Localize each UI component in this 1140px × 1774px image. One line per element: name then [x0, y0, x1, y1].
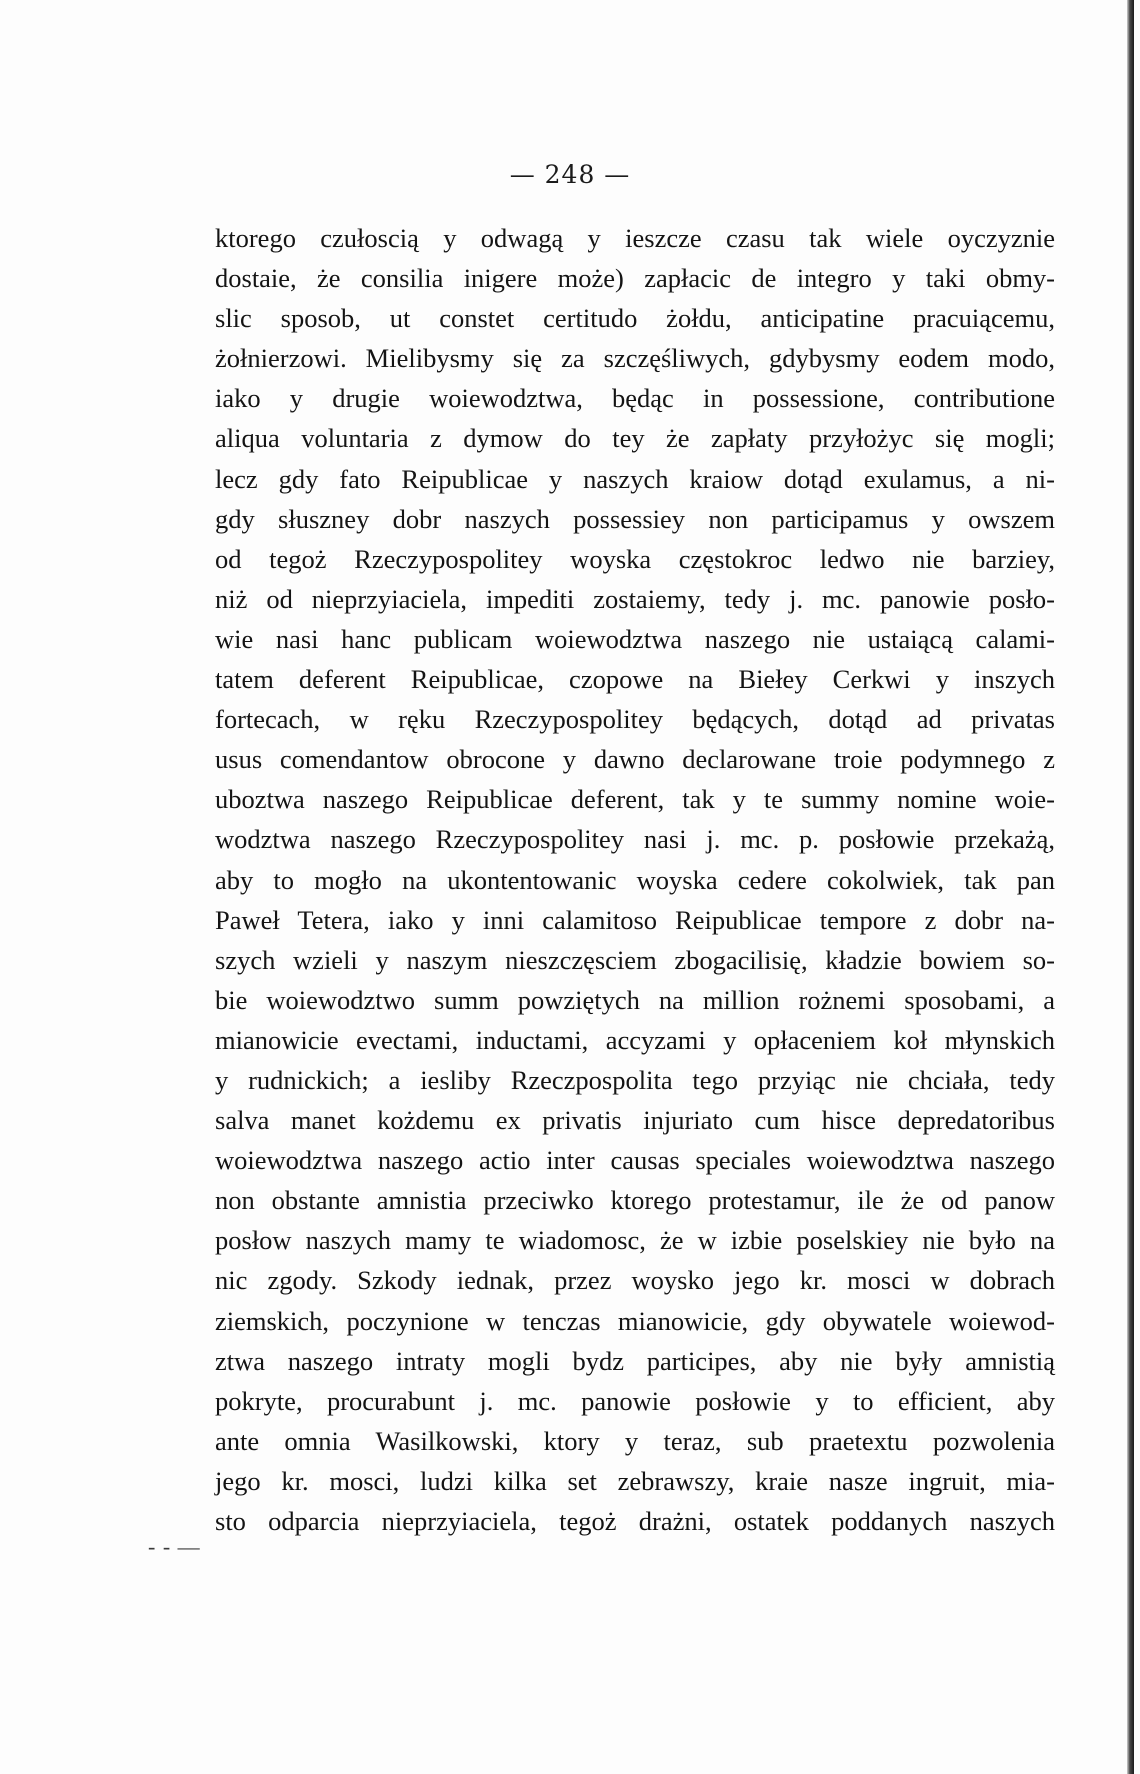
- text-line: usus comendantow obrocone y dawno declarowane troie podymnego z: [215, 744, 1055, 775]
- text-line: posłow naszych mamy te wiadomosc, że w izbie poselskiey nie było na: [215, 1225, 1055, 1256]
- text-line: y rudnickich; a iesliby Rzeczpospolita tego przyiąc nie chciała, tedy: [215, 1064, 1055, 1095]
- text-line: niż od nieprzyiaciela, impediti zostaiemy, tedy j. mc. panowie posło-: [215, 583, 1055, 614]
- text-line: szych wzieli y naszym nieszczęsciem zbogacilisię, kładzie bowiem so-: [215, 944, 1055, 975]
- text-line: aliqua voluntaria z dymow do tey że zapłaty przyłożyc się mogli;: [215, 423, 1055, 454]
- body-text: [215, 218, 1055, 1541]
- text-line: ante omnia Wasilkowski, ktory y teraz, sub praetextu pozwolenia: [215, 1425, 1055, 1456]
- text-line: bie woiewodztwo summ powziętych na million rożnemi sposobami, a: [215, 984, 1055, 1015]
- margin-mark: - - —: [148, 1534, 201, 1559]
- text-line: ztwa naszego intraty mogli bydz participes, aby nie były amnistią: [215, 1345, 1055, 1376]
- text-line: nic zgody. Szkody iednak, przez woysko jego kr. mosci w dobrach: [215, 1265, 1055, 1296]
- page-number: — 248 —: [509, 160, 631, 189]
- text-line: lecz gdy fato Reipublicae y naszych kraiow dotąd exulamus, a ni-: [215, 463, 1055, 494]
- text-line: ziemskich, poczynione w tenczas mianowicie, gdy obywatele woiewod-: [215, 1305, 1055, 1336]
- text-line: wie nasi hanc publicam woiewodztwa naszego nie ustaiącą calami-: [215, 623, 1055, 654]
- text-line: mianowicie evectami, inductami, accyzami y opłaceniem koł młynskich: [215, 1024, 1055, 1055]
- text-line: fortecach, w ręku Rzeczypospolitey będących, dotąd ad privatas: [215, 704, 1055, 735]
- text-line: Paweł Tetera, iako y inni calamitoso Reipublicae tempore z dobr na-: [215, 904, 1055, 935]
- text-line: aby to mogło na ukontentowanic woyska cedere cokolwiek, tak pan: [215, 864, 1055, 895]
- text-line: jego kr. mosci, ludzi kilka set zebrawszy, kraie nasze ingruit, mia-: [215, 1465, 1055, 1496]
- text-line: uboztwa naszego Reipublicae deferent, tak y te summy nomine woie-: [215, 784, 1055, 815]
- text-line: slic sposob, ut constet certitudo żołdu, anticipatine pracuiącemu,: [215, 303, 1055, 334]
- text-line: od tegoż Rzeczypospolitey woyska częstokroc ledwo nie barziey,: [215, 543, 1055, 574]
- text-line: żołnierzowi. Mielibysmy się za szczęśliwych, gdybysmy eodem modo,: [215, 343, 1055, 374]
- text-line: woiewodztwa naszego actio inter causas speciales woiewodztwa naszego: [215, 1145, 1055, 1176]
- text-line: non obstante amnistia przeciwko ktorego protestamur, ile że od panow: [215, 1185, 1055, 1216]
- scan-edge-shadow: [1127, 0, 1134, 1774]
- text-line: salva manet kożdemu ex privatis injuriato cum hisce depredatoribus: [215, 1105, 1055, 1136]
- text-line: ktorego czułoscią y odwagą y ieszcze czasu tak wiele oyczyznie: [215, 223, 1055, 253]
- text-line: tatem deferent Reipublicae, czopowe na Biełey Cerkwi y inszych: [215, 664, 1055, 695]
- text-line: iako y drugie woiewodztwa, będąc in possessione, contributione: [215, 383, 1055, 414]
- text-line: gdy słuszney dobr naszych possessiey non participamus y owszem: [215, 503, 1055, 534]
- text-line: sto odparcia nieprzyiaciela, tegoż drażni, ostatek poddanych naszych: [215, 1506, 1055, 1536]
- text-line: wodztwa naszego Rzeczypospolitey nasi j. mc. p. posłowie przekażą,: [215, 824, 1055, 855]
- text-line: pokryte, procurabunt j. mc. panowie posłowie y to efficient, aby: [215, 1385, 1055, 1416]
- text-line: dostaie, że consilia inigere może) zapłacic de integro y taki obmy-: [215, 263, 1055, 294]
